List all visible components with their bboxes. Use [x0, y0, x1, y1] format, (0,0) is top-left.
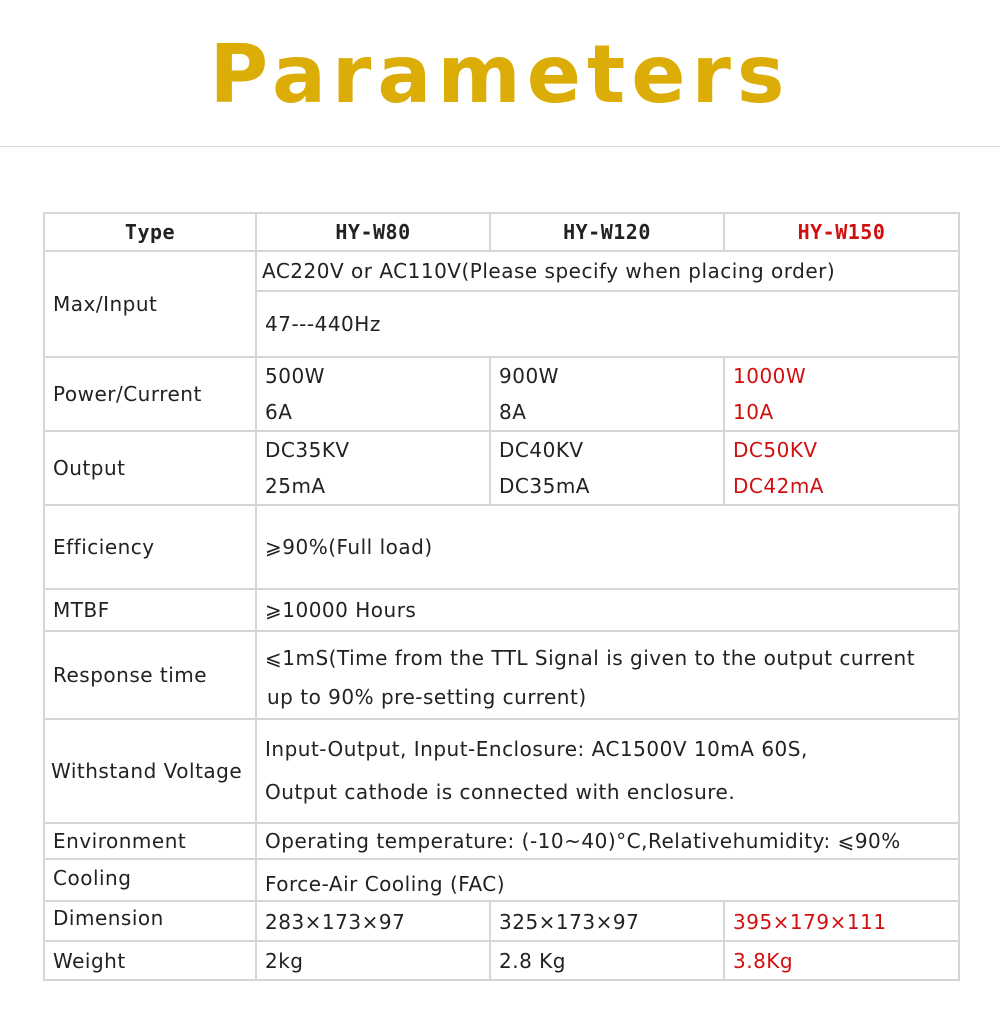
label-efficiency: Efficiency	[43, 504, 257, 590]
label-withstand-voltage: Withstand Voltage	[43, 718, 257, 824]
label-cooling: Cooling	[43, 858, 257, 902]
header-model-w150: HY-W150	[723, 212, 960, 252]
dimension-w80: 283×173×97	[255, 900, 491, 942]
environment-value: Operating temperature: (-10~40)°C,Relativehumidity: ⩽90%	[255, 822, 960, 860]
output-current-w120: DC35mA	[489, 468, 725, 506]
header-model-w120: HY-W120	[489, 212, 725, 252]
header-type: Type	[43, 212, 257, 252]
response-time-line1: ⩽1mS(Time from the TTL Signal is given to the output current	[265, 646, 916, 670]
max-input-line2: 47---440Hz	[255, 290, 960, 358]
withstand-voltage-line2: Output cathode is connected with enclosure.	[265, 780, 736, 804]
current-w120: 8A	[489, 394, 725, 432]
weight-w120: 2.8 Kg	[489, 940, 725, 981]
output-voltage-w150: DC50KV	[723, 430, 960, 468]
label-mtbf: MTBF	[43, 588, 257, 632]
weight-w150: 3.8Kg	[723, 940, 960, 981]
cooling-value: Force-Air Cooling (FAC)	[255, 858, 960, 902]
label-weight: Weight	[43, 940, 257, 981]
current-w80: 6A	[255, 394, 491, 432]
current-w150: 10A	[723, 394, 960, 432]
output-current-w80: 25mA	[255, 468, 491, 506]
page-title: Parameters	[209, 28, 791, 121]
output-current-w150: DC42mA	[723, 468, 960, 506]
title-divider	[0, 146, 1000, 147]
header-model-w80: HY-W80	[255, 212, 491, 252]
label-environment: Environment	[43, 822, 257, 860]
power-w120: 900W	[489, 356, 725, 394]
label-response-time: Response time	[43, 630, 257, 720]
response-time-value	[255, 630, 960, 720]
weight-w80: 2kg	[255, 940, 491, 981]
max-input-line1: AC220V or AC110V(Please specify when placing order)	[255, 250, 960, 292]
dimension-w120: 325×173×97	[489, 900, 725, 942]
output-voltage-w120: DC40KV	[489, 430, 725, 468]
power-w150: 1000W	[723, 356, 960, 394]
withstand-voltage-value	[255, 718, 960, 824]
efficiency-value: ⩾90%(Full load)	[255, 504, 960, 590]
label-dimension: Dimension	[43, 900, 257, 942]
withstand-voltage-line1: Input-Output, Input-Enclosure: AC1500V 10mA 60S,	[265, 737, 808, 761]
label-output: Output	[43, 430, 257, 506]
dimension-w150: 395×179×111	[723, 900, 960, 942]
label-max-input: Max/Input	[43, 250, 257, 358]
output-voltage-w80: DC35KV	[255, 430, 491, 468]
parameters-table	[43, 212, 960, 981]
label-power-current: Power/Current	[43, 356, 257, 432]
mtbf-value: ⩾10000 Hours	[255, 588, 960, 632]
response-time-line2: up to 90% pre-setting current)	[267, 685, 587, 709]
power-w80: 500W	[255, 356, 491, 394]
